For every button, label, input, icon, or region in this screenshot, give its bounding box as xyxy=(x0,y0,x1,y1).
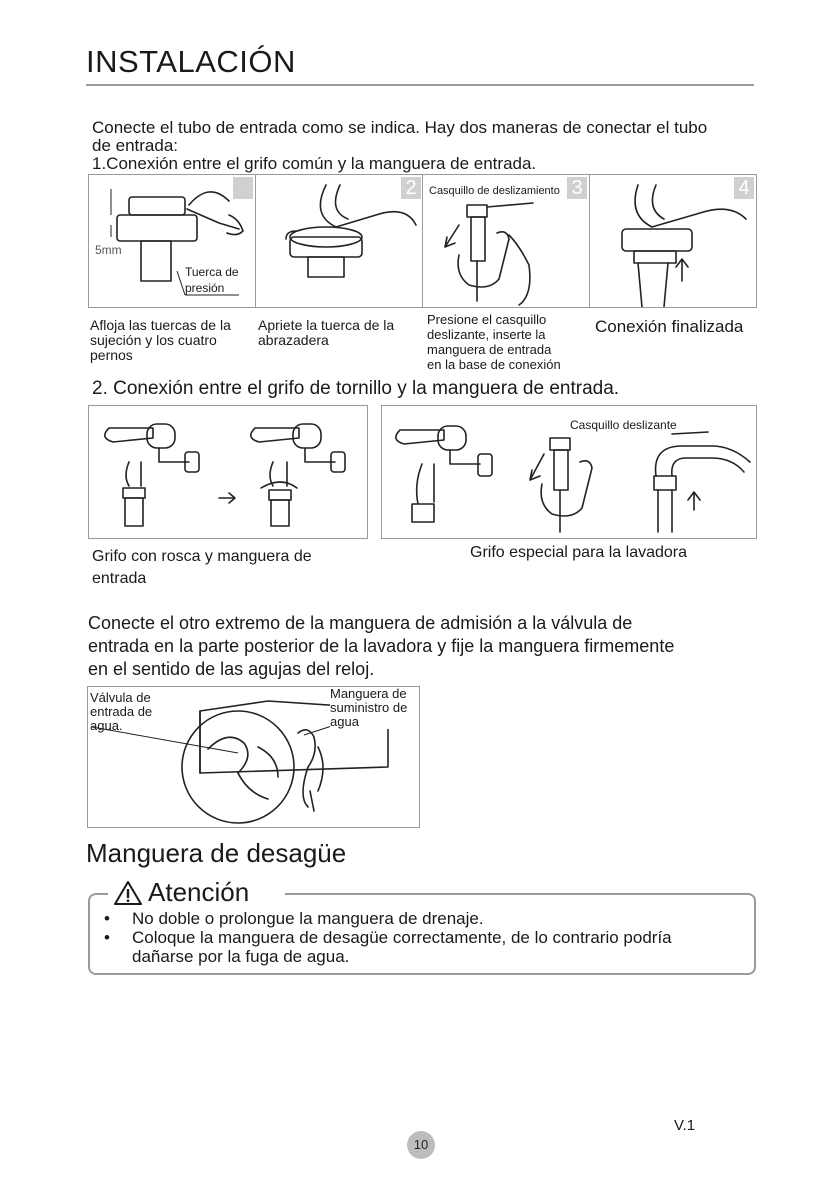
step-panel-1 xyxy=(88,174,256,308)
step-caption-4: Conexión finalizada xyxy=(595,317,744,336)
tighten-nut-illustration xyxy=(256,175,422,307)
inlet-valve-panel xyxy=(87,686,420,828)
attention-list xyxy=(104,909,672,966)
nut-label-1: Tuerca de xyxy=(185,265,239,279)
step-caption-2: Apriete la tuerca de la abrazadera xyxy=(258,317,395,348)
bullet-icon: • xyxy=(104,909,110,928)
step-number-3: 3 xyxy=(567,177,587,199)
inlet-valve-label: Válvula de entrada de agua. xyxy=(90,690,153,733)
step-caption-3: Presione el casquillo deslizante, inserte la manguera de entrada en la base de conexión xyxy=(427,312,561,372)
measure-label: 5mm xyxy=(95,243,122,257)
step-panel-2 xyxy=(255,174,423,308)
sliding-sleeve-label: Casquillo de deslizamiento xyxy=(429,185,560,197)
step-number-4: 4 xyxy=(734,177,754,199)
step-panel-3 xyxy=(422,174,590,308)
section3-text: Conecte el otro extremo de la manguera de admisión a la válvula de entrada en la parte posterior de la lavadora y fije la manguera firmemente en el sentido de las agujas del reloj. xyxy=(88,613,675,679)
threaded-tap-caption: Grifo con rosca y manguera de entrada xyxy=(92,548,312,587)
drain-heading: Manguera de desagüe xyxy=(86,838,347,868)
warning-triangle-icon xyxy=(114,880,142,906)
list-item: • No doble o prolongue la manguera de drenaje. xyxy=(104,909,484,928)
special-tap-panel xyxy=(381,405,757,539)
bullet-icon: • xyxy=(104,928,110,947)
intro-line-2: de entrada: xyxy=(92,136,179,155)
step-panel-4 xyxy=(589,174,757,308)
intro-line-3: 1.Conexión entre el grifo común y la manguera de entrada. xyxy=(92,154,537,173)
connection-done-illustration xyxy=(590,175,756,307)
title-rule xyxy=(86,84,754,86)
intro-line-1: Conecte el tubo de entrada como se indica. Hay dos maneras de conectar el tubo xyxy=(92,118,708,137)
section2-heading: 2. Conexión entre el grifo de tornillo y la manguera de entrada. xyxy=(92,378,620,399)
sliding-sleeve-label-2: Casquillo deslizante xyxy=(570,418,677,432)
nut-label-2: presión xyxy=(185,281,225,295)
step-number-2: 2 xyxy=(401,177,421,199)
attention-title: Atención xyxy=(108,877,285,908)
insert-hose-illustration xyxy=(423,175,589,307)
special-tap-illustration xyxy=(382,406,756,538)
page-number: 10 xyxy=(407,1131,435,1159)
supply-hose-label: Manguera de suministro de agua xyxy=(330,686,408,729)
version-label: V.1 xyxy=(674,1117,696,1134)
special-tap-caption: Grifo especial para la lavadora xyxy=(470,544,688,561)
loosen-nut-illustration xyxy=(89,175,255,307)
step-caption-1: Afloja las tuercas de la sujeción y los cuatro pernos xyxy=(90,317,231,363)
threaded-tap-panel xyxy=(88,405,368,539)
threaded-tap-illustration xyxy=(89,406,367,538)
list-item: • Coloque la manguera de desagüe correctamente, de lo contrario podría dañarse por la fuga de agua. xyxy=(104,928,672,966)
page-title: INSTALACIÓN xyxy=(86,44,296,79)
